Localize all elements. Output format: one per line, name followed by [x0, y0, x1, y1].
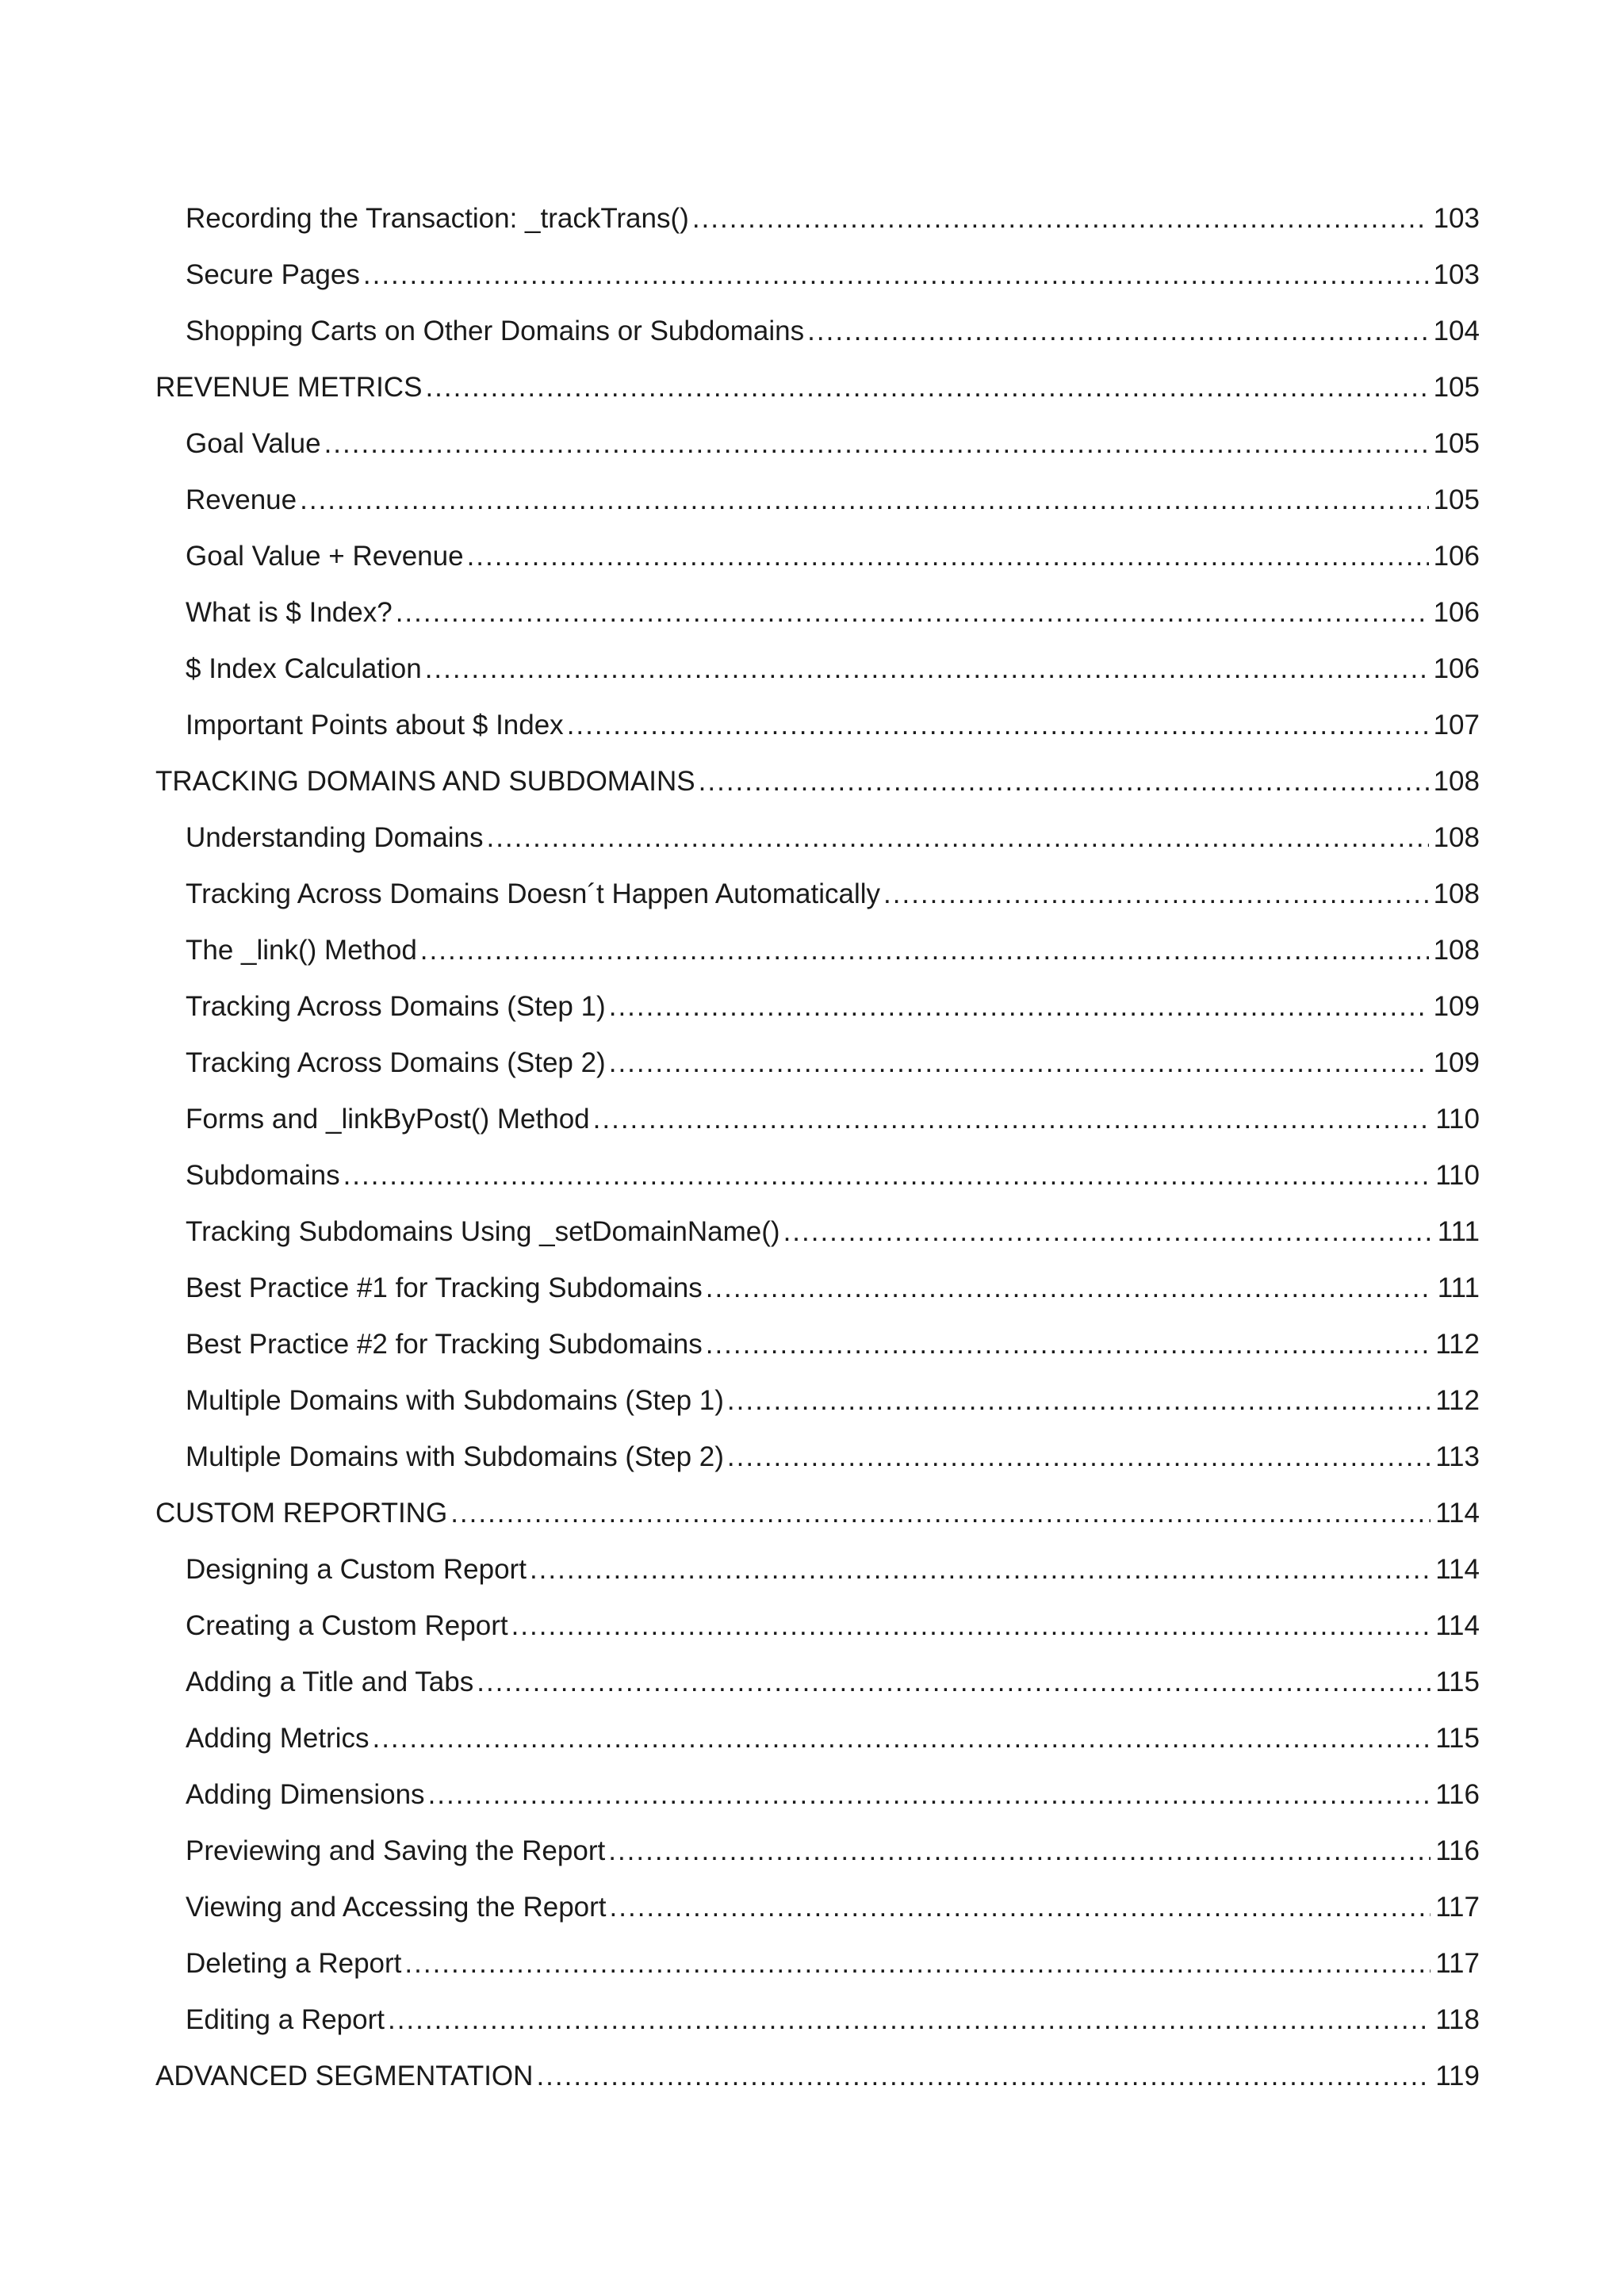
toc-entry-page: 111: [1437, 1216, 1480, 1247]
toc-entry-page: 105: [1433, 484, 1480, 515]
toc-entry[interactable]: [155, 303, 1480, 359]
toc-entry-page: 116: [1435, 1779, 1480, 1810]
toc-entry[interactable]: [155, 1710, 1480, 1766]
toc-entry[interactable]: [155, 472, 1480, 528]
toc-entry-page: 114: [1435, 1610, 1480, 1641]
toc-section-title: TRACKING DOMAINS AND SUBDOMAINS: [155, 766, 695, 797]
toc-section-title: CUSTOM REPORTING: [155, 1498, 448, 1529]
toc-entry-title: Revenue: [186, 484, 297, 515]
toc-entry[interactable]: [155, 190, 1480, 247]
toc-section-entry[interactable]: [155, 2048, 1480, 2104]
toc-entry-title: Tracking Across Domains (Step 1): [186, 991, 606, 1022]
toc-entry-page: 105: [1433, 372, 1480, 403]
toc-dot-leader: [567, 697, 1429, 753]
toc-entry-page: 107: [1433, 710, 1480, 740]
toc-entry[interactable]: [155, 1766, 1480, 1823]
toc-dot-leader: [396, 584, 1429, 641]
toc-entry-title: Editing a Report: [186, 2004, 385, 2035]
toc-entry[interactable]: [155, 1823, 1480, 1879]
toc-entry-title: Viewing and Accessing the Report: [186, 1892, 607, 1923]
toc-entry[interactable]: [155, 1935, 1480, 1992]
toc-entry[interactable]: [155, 866, 1480, 922]
toc-entry-title: Creating a Custom Report: [186, 1610, 508, 1641]
toc-entry-page: 106: [1433, 597, 1480, 628]
toc-entry[interactable]: [155, 1992, 1480, 2048]
toc-entry-page: 112: [1435, 1385, 1480, 1416]
toc-section-entry[interactable]: [155, 359, 1480, 415]
toc-dot-leader: [706, 1260, 1433, 1316]
toc-dot-leader: [807, 303, 1428, 359]
toc-entry[interactable]: [155, 247, 1480, 303]
toc-entry-page: 111: [1437, 1272, 1480, 1303]
toc-entry-page: 108: [1433, 878, 1480, 909]
toc-entry-title: Designing a Custom Report: [186, 1554, 527, 1585]
toc-entry-title: Goal Value: [186, 428, 321, 459]
toc-dot-leader: [609, 978, 1429, 1035]
toc-dot-leader: [692, 190, 1429, 247]
toc-dot-leader: [425, 359, 1428, 415]
toc-dot-leader: [536, 2048, 1431, 2104]
toc-entry-page: 114: [1435, 1554, 1480, 1585]
toc-entry-page: 114: [1435, 1498, 1480, 1529]
toc-entry-page: 106: [1433, 653, 1480, 684]
toc-entry[interactable]: [155, 1541, 1480, 1598]
toc-section-title: REVENUE METRICS: [155, 372, 423, 403]
toc-dot-leader: [324, 415, 1429, 472]
toc-entry[interactable]: [155, 584, 1480, 641]
toc-entry[interactable]: [155, 1147, 1480, 1203]
toc-dot-leader: [477, 1654, 1431, 1710]
toc-dot-leader: [610, 1879, 1431, 1935]
toc-entry-page: 119: [1435, 2061, 1480, 2091]
toc-dot-leader: [883, 866, 1429, 922]
toc-entry-title: Best Practice #1 for Tracking Subdomains: [186, 1272, 703, 1303]
toc-entry-title: Important Points about $ Index: [186, 710, 564, 740]
toc-entry[interactable]: [155, 978, 1480, 1035]
toc-dot-leader: [450, 1485, 1431, 1541]
toc-entry-page: 110: [1435, 1104, 1480, 1135]
toc-entry[interactable]: [155, 1879, 1480, 1935]
toc-entry[interactable]: [155, 1654, 1480, 1710]
table-of-contents: [155, 190, 1480, 2104]
toc-dot-leader: [511, 1598, 1431, 1654]
toc-entry-page: 104: [1433, 316, 1480, 346]
toc-entry-title: Goal Value + Revenue: [186, 541, 464, 572]
toc-entry-page: 117: [1435, 1948, 1480, 1979]
toc-dot-leader: [467, 528, 1429, 584]
toc-entry-page: 118: [1435, 2004, 1480, 2035]
toc-entry-title: Adding Metrics: [186, 1723, 370, 1754]
toc-entry[interactable]: [155, 1203, 1480, 1260]
toc-entry[interactable]: [155, 1035, 1480, 1091]
toc-entry-title: Deleting a Report: [186, 1948, 402, 1979]
toc-entry-title: Forms and _linkByPost() Method: [186, 1104, 590, 1135]
toc-entry-page: 112: [1435, 1329, 1480, 1360]
toc-entry-page: 117: [1435, 1892, 1480, 1923]
toc-dot-leader: [486, 809, 1428, 866]
toc-entry[interactable]: [155, 641, 1480, 697]
toc-entry-title: Shopping Carts on Other Domains or Subdomains: [186, 316, 805, 346]
toc-dot-leader: [706, 1316, 1431, 1372]
toc-entry-page: 110: [1435, 1160, 1480, 1191]
toc-entry-page: 105: [1433, 428, 1480, 459]
toc-entry-page: 109: [1433, 991, 1480, 1022]
toc-dot-leader: [300, 472, 1428, 528]
toc-entry-page: 106: [1433, 541, 1480, 572]
toc-dot-leader: [343, 1147, 1431, 1203]
toc-entry-title: Previewing and Saving the Report: [186, 1835, 606, 1866]
toc-dot-leader: [609, 1035, 1429, 1091]
toc-entry-page: 116: [1435, 1835, 1480, 1866]
toc-entry[interactable]: [155, 1091, 1480, 1147]
toc-entry-page: 115: [1435, 1667, 1480, 1697]
toc-entry-title: Tracking Across Domains (Step 2): [186, 1047, 606, 1078]
toc-entry[interactable]: [155, 922, 1480, 978]
toc-dot-leader: [727, 1429, 1431, 1485]
toc-entry[interactable]: [155, 1260, 1480, 1316]
toc-dot-leader: [420, 922, 1429, 978]
toc-entry-title: Best Practice #2 for Tracking Subdomains: [186, 1329, 703, 1360]
toc-entry[interactable]: [155, 1598, 1480, 1654]
toc-entry[interactable]: [155, 415, 1480, 472]
toc-entry-title: Adding a Title and Tabs: [186, 1667, 474, 1697]
toc-dot-leader: [783, 1203, 1433, 1260]
toc-section-entry[interactable]: [155, 753, 1480, 809]
toc-dot-leader: [530, 1541, 1431, 1598]
toc-entry-page: 115: [1435, 1723, 1480, 1754]
toc-entry-title: Recording the Transaction: _trackTrans(): [186, 203, 689, 234]
toc-entry-title: The _link() Method: [186, 935, 417, 966]
toc-dot-leader: [425, 641, 1429, 697]
toc-entry[interactable]: [155, 809, 1480, 866]
toc-entry-title: Adding Dimensions: [186, 1779, 425, 1810]
toc-entry-title: Tracking Subdomains Using _setDomainName(): [186, 1216, 780, 1247]
toc-entry-title: Multiple Domains with Subdomains (Step 1): [186, 1385, 724, 1416]
toc-entry-title: Secure Pages: [186, 259, 360, 290]
toc-entry-page: 103: [1433, 259, 1480, 290]
toc-entry-page: 108: [1433, 766, 1480, 797]
toc-entry-page: 108: [1433, 935, 1480, 966]
toc-dot-leader: [727, 1372, 1431, 1429]
toc-entry-page: 113: [1435, 1441, 1480, 1472]
toc-entry[interactable]: [155, 1372, 1480, 1429]
toc-entry[interactable]: [155, 1429, 1480, 1485]
toc-dot-leader: [699, 753, 1429, 809]
toc-entry-title: What is $ Index?: [186, 597, 393, 628]
toc-dot-leader: [372, 1710, 1431, 1766]
toc-section-title: ADVANCED SEGMENTATION: [155, 2061, 534, 2091]
toc-entry[interactable]: [155, 697, 1480, 753]
toc-entry-title: $ Index Calculation: [186, 653, 422, 684]
toc-dot-leader: [608, 1823, 1431, 1879]
toc-entry-page: 103: [1433, 203, 1480, 234]
toc-entry-title: Tracking Across Domains Doesn´t Happen Automatically: [186, 878, 881, 909]
toc-entry-page: 109: [1433, 1047, 1480, 1078]
toc-entry-page: 108: [1433, 822, 1480, 853]
toc-entry-title: Subdomains: [186, 1160, 340, 1191]
toc-entry-title: Multiple Domains with Subdomains (Step 2): [186, 1441, 724, 1472]
toc-dot-leader: [593, 1091, 1431, 1147]
toc-dot-leader: [363, 247, 1429, 303]
toc-entry[interactable]: [155, 528, 1480, 584]
toc-section-entry[interactable]: [155, 1485, 1480, 1541]
toc-dot-leader: [428, 1766, 1431, 1823]
toc-entry-title: Understanding Domains: [186, 822, 484, 853]
toc-dot-leader: [388, 1992, 1431, 2048]
toc-dot-leader: [404, 1935, 1431, 1992]
toc-entry[interactable]: [155, 1316, 1480, 1372]
